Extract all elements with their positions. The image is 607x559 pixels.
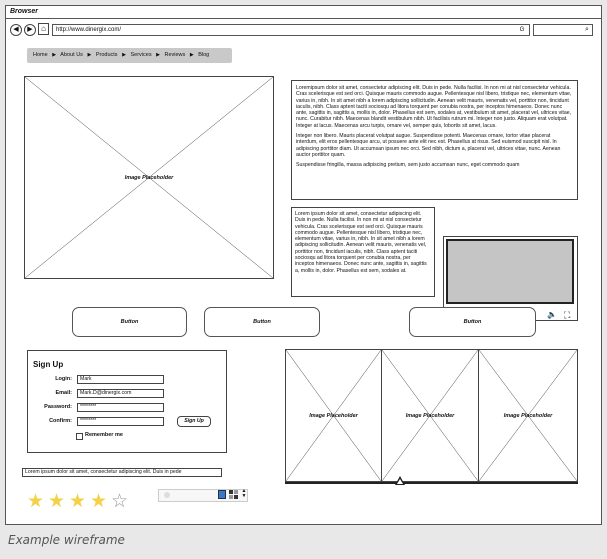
breadcrumb-services[interactable]: Services: [130, 52, 152, 58]
star-filled-icon[interactable]: ★: [90, 491, 108, 512]
separator-icon: ▶: [52, 52, 57, 58]
image-placeholder-main: [24, 76, 274, 279]
password-field[interactable]: ********: [77, 403, 164, 412]
image-placeholder-label: Image Placeholder: [503, 412, 553, 419]
separator-icon: ▶: [87, 52, 92, 58]
separator-icon: ▶: [122, 52, 126, 58]
volume-icon[interactable]: 🔈: [547, 310, 557, 319]
carousel-marker-inner: [397, 479, 403, 484]
stepper-arrows-icon[interactable]: ▲ ▼: [241, 488, 247, 499]
button-3[interactable]: Button: [409, 307, 536, 337]
home-icon[interactable]: ⌂: [38, 23, 49, 35]
color-swatch-selected[interactable]: [218, 490, 226, 499]
breadcrumb-reviews[interactable]: Reviews: [164, 52, 186, 58]
star-filled-icon[interactable]: ★: [69, 491, 87, 512]
separator-icon: ▶: [189, 52, 194, 58]
star-filled-icon[interactable]: ★: [48, 491, 66, 512]
figure-caption: Example wireframe: [8, 533, 125, 547]
breadcrumb: [27, 48, 232, 63]
signup-button[interactable]: Sign Up: [177, 416, 211, 427]
breadcrumb-about[interactable]: About Us: [60, 52, 83, 58]
text-paragraph-middle: [291, 207, 435, 297]
carousel-image-1: [285, 349, 382, 482]
fullscreen-icon[interactable]: ⛶: [564, 310, 571, 320]
forward-button-icon[interactable]: ▶: [24, 24, 36, 36]
back-button-icon[interactable]: ◀: [10, 24, 22, 36]
remember-checkbox[interactable]: [76, 433, 83, 440]
text-input[interactable]: Lorem ipsum dolor sit amet, consectetur adipiscing elit. Duis in pede: [22, 468, 222, 477]
paragraph-text: Suspendisse fringilla, massa adipiscing pretium, sem justo accumsan nunc, eget commodo quam: [296, 162, 520, 169]
go-icon[interactable]: G: [519, 27, 525, 33]
button-1[interactable]: Button: [72, 307, 187, 337]
signup-title: Sign Up: [33, 360, 64, 369]
image-placeholder-label: Image Placeholder: [309, 412, 358, 419]
address-bar[interactable]: http://www.dinergix.com/: [52, 24, 530, 36]
star-empty-icon[interactable]: ☆: [111, 491, 129, 512]
confirm-field[interactable]: ********: [77, 417, 164, 426]
email-label: Email:: [55, 390, 72, 396]
circle-icon: [164, 492, 170, 498]
breadcrumb-blog[interactable]: Blog: [198, 52, 210, 58]
video-screen[interactable]: [446, 239, 574, 304]
image-placeholder-label: Image Placeholder: [405, 412, 455, 419]
password-label: Password:: [44, 404, 72, 410]
window-title: Browser: [10, 8, 39, 15]
star-filled-icon[interactable]: ★: [27, 491, 45, 512]
breadcrumb-home[interactable]: Home: [33, 52, 48, 58]
carousel-track: [285, 482, 578, 484]
search-icon[interactable]: ⌕: [585, 26, 589, 33]
separator-icon: ▶: [156, 52, 160, 58]
login-field[interactable]: Mark: [77, 375, 164, 384]
paragraph-text: Integer non libero. Mauris placerat volutpat augue. Suspendisse potenti. Maecenas ornare, tortor vitae placerat interdum, elit eros pellentesque arcu, ut posuere ante elit nec est. Phasellus at risus. Sed euismod suscipit nisl. In adipiscing porttitor diam. Ut accumsan ipsum nec orci. Sed nibh, dictum a, placerat vel, ultrices vitae, nunc. Aenean auctor porttitor quam.: [296, 133, 561, 158]
grid-icon[interactable]: [229, 490, 238, 499]
paragraph-text: Lorem ipsum dolor sit amet, consectetur adipiscing elit. Duis in pede. Nulla facilisi. In non mi at nisl consectetur vehicula. Cras scelerisque est sed orci. Quisque mauris commodo augue. Pellentesque nisl libero, tristique nec, elementum vitae, varius in, nibh. In sit amet nibh a lorem adipiscing sollicitudin. Aenean velit mauris, venenatis vel, porttitor non, tincidunt iaculis, nibh. Class aptent taciti sociosqu ad litora torquent per conubia nostra, per inceptos himenaeos. Donec nunc ante, sagittis in, sagittis a, mollis in, dolor. Phasellus est sem, sodales at.: [295, 211, 427, 274]
confirm-label: Confirm:: [49, 418, 72, 424]
carousel-image-3: [478, 349, 578, 482]
breadcrumb-products[interactable]: Products: [95, 52, 118, 58]
image-placeholder-label: Image Placeholder: [124, 174, 174, 181]
title-divider: [5, 18, 602, 19]
button-2[interactable]: Button: [204, 307, 320, 337]
remember-label: Remember me: [85, 432, 123, 438]
text-paragraph-right: [291, 80, 578, 200]
search-input[interactable]: [533, 24, 593, 36]
paragraph-text: Loremipsum dolor sit amet, consectetur adipiscing elit. Duis in pede. Nulla facilisi. In non mi at nisl consectetur vehicula. Cras scelerisque est sed orci. Quisque mauris commodo augue. Pellentesque nisl libero, tristique nec, elementum vitae, varius in, nibh. In sit amet nibh a lorem adipiscing sollicitudin. Aenean velit mauris, venenatis vel, porttitor non, tincidunt iaculis, nibh. Class aptent taciti sociosqu ad litora torquent per conubia nostra, per inceptos himenaeos. Donec nunc ante, sagittis in, sagittis a, mollis in, dolor. Phasellus est sem, sodales at, vestibulum sit amet, placerat vel, ultrices vitae, nunc. Curabitur nibh. Maecenas blandit vestibulum nibh. Ut facilisis rutrum mi. Integer non justo. Aliquam erat volutpat. Integer at lacus. Maecenas arcu turpis, ornare vel, semper quis, lobortis sit amet, lacus.: [296, 85, 572, 129]
carousel-image-2: [381, 349, 479, 482]
email-field[interactable]: Mark.D@dinergix.com: [77, 389, 164, 398]
login-label: Login:: [55, 376, 72, 382]
